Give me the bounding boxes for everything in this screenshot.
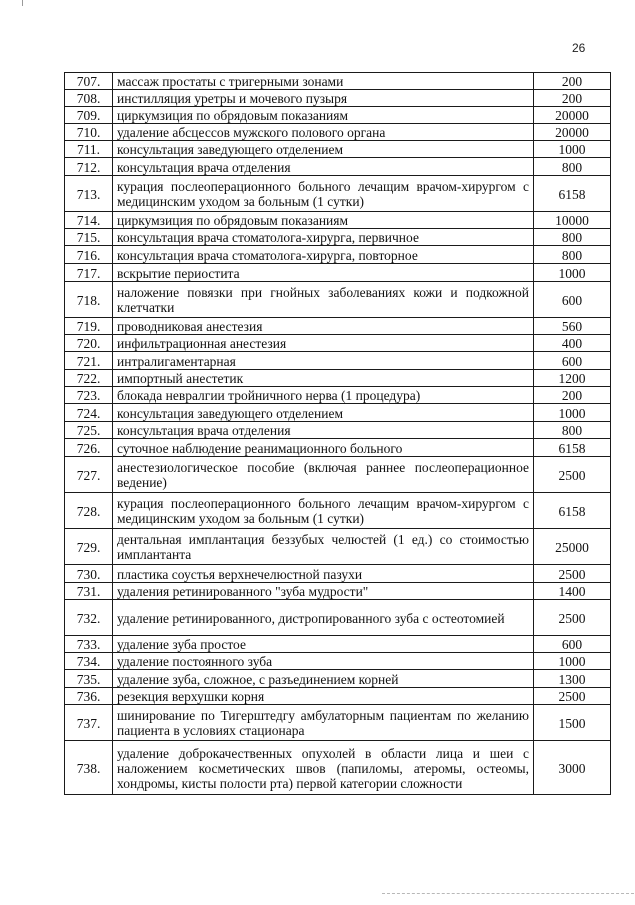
price-cell: 25000 (534, 529, 611, 565)
service-description-cell: удаление зуба, сложное, с разъединением корней (113, 670, 534, 688)
table-row (65, 529, 611, 565)
service-description-cell: анестезиологическое пособие (включая раннее послеоперационное ведение) (113, 457, 534, 493)
service-description-cell: интралигаментарная (113, 352, 534, 370)
row-number-cell: 723. (65, 387, 113, 404)
table-row (65, 73, 611, 90)
row-number-cell: 725. (65, 422, 113, 439)
service-description-cell: курация послеоперационного больного лечащим врачом-хирургом с медицинским уходом за больным (1 сутки) (113, 176, 534, 212)
service-description-cell: циркумзиция по обрядовым показаниям (113, 212, 534, 229)
table-row (65, 370, 611, 387)
price-cell: 1300 (534, 670, 611, 688)
row-number-cell: 728. (65, 493, 113, 529)
price-cell: 6158 (534, 493, 611, 529)
service-description-cell: импортный анестетик (113, 370, 534, 387)
price-cell: 1000 (534, 653, 611, 670)
price-cell: 560 (534, 318, 611, 335)
price-cell: 200 (534, 387, 611, 404)
price-cell: 6158 (534, 439, 611, 457)
service-description-cell: консультация врача стоматолога-хирурга, первичное (113, 229, 534, 246)
row-number-cell: 729. (65, 529, 113, 565)
table-row (65, 229, 611, 246)
table-row (65, 670, 611, 688)
table-row (65, 352, 611, 370)
row-number-cell: 726. (65, 439, 113, 457)
service-description-cell: консультация врача отделения (113, 422, 534, 439)
table-row (65, 387, 611, 404)
price-cell: 20000 (534, 107, 611, 124)
row-number-cell: 737. (65, 705, 113, 741)
price-cell: 1200 (534, 370, 611, 387)
price-cell: 800 (534, 229, 611, 246)
row-number-cell: 722. (65, 370, 113, 387)
service-description-cell: удаление доброкачественных опухолей в области лица и шеи с наложением косметических швов (папиломы, атеромы, остеомы, хондромы, кисты полости рта) первой категории сложности (113, 741, 534, 795)
table-row (65, 212, 611, 229)
table-row (65, 636, 611, 653)
row-number-cell: 708. (65, 90, 113, 107)
row-number-cell: 713. (65, 176, 113, 212)
service-description-cell: массаж простаты с тригерными зонами (113, 73, 534, 90)
service-description-cell: курация послеоперационного больного лечащим врачом-хирургом с медицинским уходом за больным (1 сутки) (113, 493, 534, 529)
table-row (65, 264, 611, 282)
scan-bottom-edge (382, 893, 634, 894)
price-cell: 1400 (534, 583, 611, 600)
table-row (65, 141, 611, 158)
table-row (65, 688, 611, 705)
price-cell: 200 (534, 90, 611, 107)
price-cell: 6158 (534, 176, 611, 212)
scan-corner-mark (22, 0, 23, 6)
row-number-cell: 730. (65, 565, 113, 583)
table-row (65, 176, 611, 212)
price-cell: 600 (534, 282, 611, 318)
service-description-cell: шинирование по Тигерштедгу амбулаторным пациентам по желанию пациента в условиях стационара (113, 705, 534, 741)
table-row (65, 90, 611, 107)
services-price-table (64, 72, 611, 795)
table-row (65, 457, 611, 493)
price-cell: 20000 (534, 124, 611, 141)
service-description-cell: консультация врача отделения (113, 158, 534, 176)
row-number-cell: 733. (65, 636, 113, 653)
service-description-cell: удаление абсцессов мужского полового органа (113, 124, 534, 141)
row-number-cell: 714. (65, 212, 113, 229)
table-row (65, 282, 611, 318)
table-row (65, 493, 611, 529)
service-description-cell: блокада невралгии тройничного нерва (1 процедура) (113, 387, 534, 404)
service-description-cell: удаление зуба простое (113, 636, 534, 653)
price-cell: 1000 (534, 264, 611, 282)
table-row (65, 107, 611, 124)
table-row (65, 653, 611, 670)
price-cell: 800 (534, 246, 611, 264)
row-number-cell: 711. (65, 141, 113, 158)
price-cell: 2500 (534, 688, 611, 705)
row-number-cell: 735. (65, 670, 113, 688)
price-table-body (65, 73, 611, 795)
table-row (65, 335, 611, 352)
service-description-cell: удаление ретинированного, дистропированного зуба с остеотомией (113, 600, 534, 636)
row-number-cell: 709. (65, 107, 113, 124)
row-number-cell: 736. (65, 688, 113, 705)
table-row (65, 318, 611, 335)
service-description-cell: консультация заведующего отделением (113, 404, 534, 422)
price-cell: 200 (534, 73, 611, 90)
price-cell: 2500 (534, 457, 611, 493)
row-number-cell: 738. (65, 741, 113, 795)
table-row (65, 246, 611, 264)
table-row (65, 565, 611, 583)
table-row (65, 600, 611, 636)
row-number-cell: 721. (65, 352, 113, 370)
price-cell: 600 (534, 352, 611, 370)
row-number-cell: 720. (65, 335, 113, 352)
page-number: 26 (572, 41, 586, 55)
row-number-cell: 715. (65, 229, 113, 246)
table-row (65, 741, 611, 795)
row-number-cell: 707. (65, 73, 113, 90)
row-number-cell: 724. (65, 404, 113, 422)
service-description-cell: инфильтрационная анестезия (113, 335, 534, 352)
row-number-cell: 727. (65, 457, 113, 493)
price-cell: 1000 (534, 404, 611, 422)
service-description-cell: суточное наблюдение реанимационного больного (113, 439, 534, 457)
service-description-cell: пластика соустья верхнечелюстной пазухи (113, 565, 534, 583)
table-row (65, 705, 611, 741)
service-description-cell: наложение повязки при гнойных заболеваниях кожи и подкожной клетчатки (113, 282, 534, 318)
price-cell: 800 (534, 158, 611, 176)
service-description-cell: резекция верхушки корня (113, 688, 534, 705)
table-row (65, 124, 611, 141)
price-cell: 1500 (534, 705, 611, 741)
price-cell: 3000 (534, 741, 611, 795)
price-cell: 600 (534, 636, 611, 653)
service-description-cell: инстилляция уретры и мочевого пузыря (113, 90, 534, 107)
price-cell: 800 (534, 422, 611, 439)
table-row (65, 422, 611, 439)
service-description-cell: проводниковая анестезия (113, 318, 534, 335)
table-row (65, 404, 611, 422)
service-description-cell: консультация заведующего отделением (113, 141, 534, 158)
price-cell: 10000 (534, 212, 611, 229)
row-number-cell: 734. (65, 653, 113, 670)
service-description-cell: консультация врача стоматолога-хирурга, повторное (113, 246, 534, 264)
row-number-cell: 731. (65, 583, 113, 600)
row-number-cell: 717. (65, 264, 113, 282)
row-number-cell: 716. (65, 246, 113, 264)
table-row (65, 583, 611, 600)
service-description-cell: циркумзиция по обрядовым показаниям (113, 107, 534, 124)
price-cell: 400 (534, 335, 611, 352)
table-row (65, 439, 611, 457)
price-cell: 1000 (534, 141, 611, 158)
row-number-cell: 712. (65, 158, 113, 176)
service-description-cell: вскрытие периостита (113, 264, 534, 282)
row-number-cell: 732. (65, 600, 113, 636)
table-row (65, 158, 611, 176)
service-description-cell: удаления ретинированного "зуба мудрости" (113, 583, 534, 600)
price-cell: 2500 (534, 600, 611, 636)
row-number-cell: 718. (65, 282, 113, 318)
service-description-cell: удаление постоянного зуба (113, 653, 534, 670)
price-cell: 2500 (534, 565, 611, 583)
row-number-cell: 719. (65, 318, 113, 335)
service-description-cell: дентальная имплантация беззубых челюстей (1 ед.) со стоимостью имплантанта (113, 529, 534, 565)
row-number-cell: 710. (65, 124, 113, 141)
